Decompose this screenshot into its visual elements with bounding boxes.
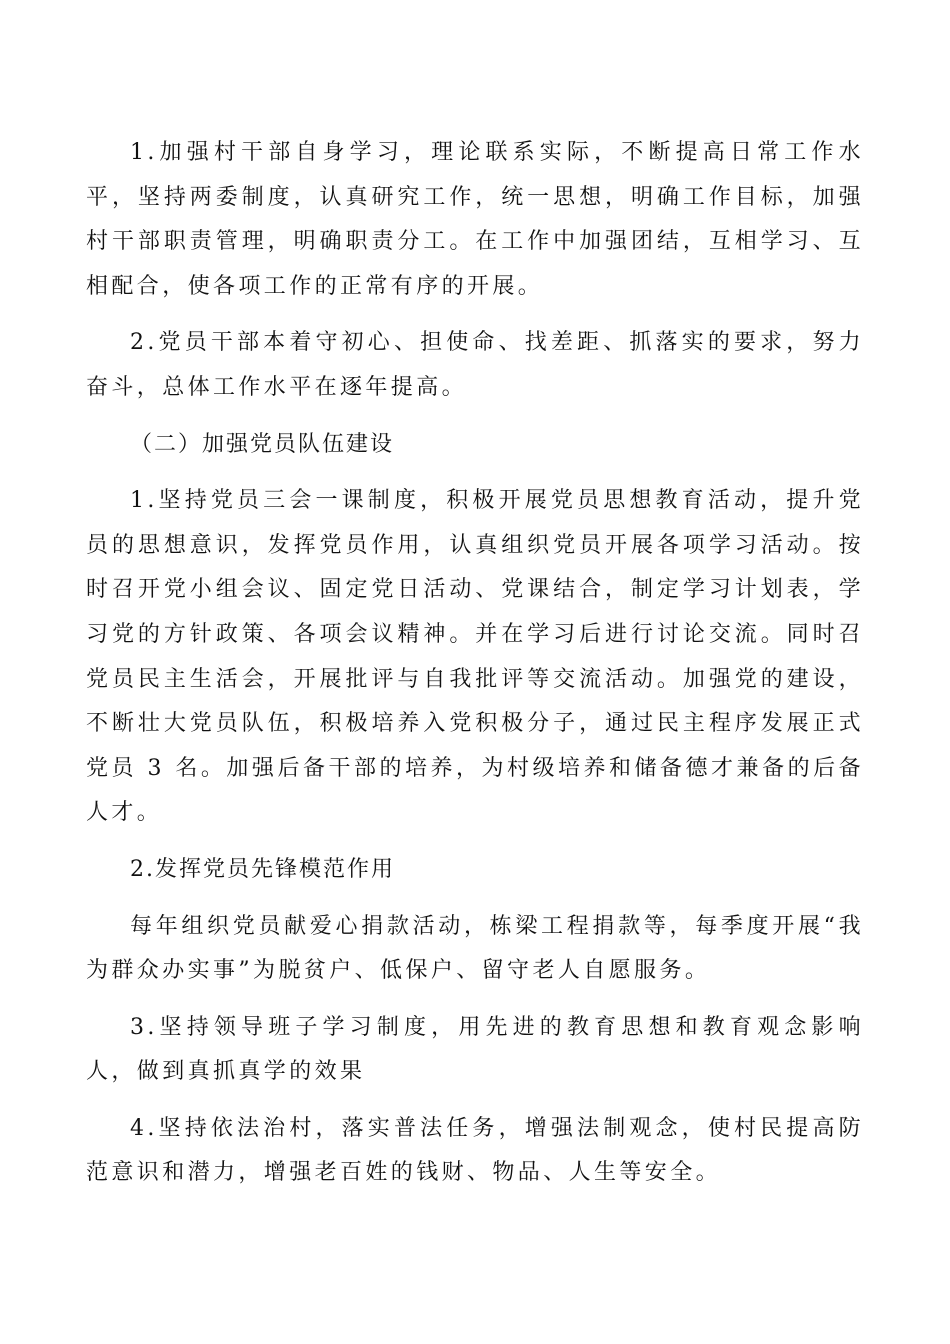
- paragraph-leadership-study: 3.坚持领导班子学习制度，用先进的教育思想和教育观念影响人，做到真抓真学的效果: [86, 1014, 864, 1085]
- subheading-vanguard-role: 2.发挥党员先锋模范作用: [130, 856, 395, 882]
- section-heading-party-team: （二）加强党员队伍建设: [130, 431, 395, 457]
- paragraph-cadre-study: 1.加强村干部自身学习，理论联系实际，不断提高日常工作水平，坚持两委制度，认真研究工作，统一思想，明确工作目标，加强村干部职责管理，明确职责分工。在工作中加强团结，互相学习、互相配合，使各项工作的正常有序的开展。: [86, 140, 864, 299]
- paragraph-cadre-mission: 2.党员干部本着守初心、担使命、找差距、抓落实的要求，努力奋斗，总体工作水平在逐年提高。: [86, 330, 864, 400]
- paragraph-rule-of-law: 4.坚持依法治村，落实普法任务，增强法制观念，使村民提高防范意识和潜力，增强老百姓的钱财、物品、人生等安全。: [86, 1115, 864, 1186]
- paragraph-party-education: 1.坚持党员三会一课制度，积极开展党员思想教育活动，提升党员的思想意识，发挥党员作用，认真组织党员开展各项学习活动。按时召开党小组会议、固定党日活动、党课结合，制定学习计划表，学习党的方针政策、各项会议精神。并在学习后进行讨论交流。同时召党员民主生活会，开展批评与自我批评等交流活动。加强党的建设，不断壮大党员队伍，积极培养入党积极分子，通过民主程序发展正式党员 3 名。加强后备干部的培养，为村级培养和储备德才兼备的后备人才。: [86, 488, 864, 826]
- document-page: [86, 131, 864, 1208]
- paragraph-donation-activities: 每年组织党员献爱心捐款活动，栋梁工程捐款等，每季度开展“我为群众办实事”为脱贫户、低保户、留守老人自愿服务。: [86, 913, 864, 984]
